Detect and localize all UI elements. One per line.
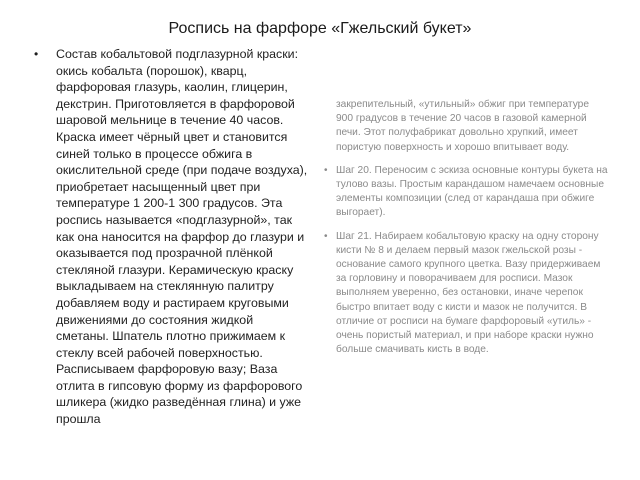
left-column xyxy=(32,46,308,428)
paragraph-text: Состав кобальтовой подглазурной краски: окись кобальта (порошок), кварц, фарфоровая глазурь, каолин, глицерин, декстрин. Приготовляется в фарфоровой шаровой мельнице в течение 40 часов. Краска имеет чёрный цвет и становится синей только в процессе обжига в окислительной среде (при подаче воздуха), приобретает насыщенный цвет при температуре 1 200-1 300 градусов. Эта роспись называется «подглазурной», так как она наносится на фарфор до глазури и оказывается под прозрачной плёнкой стекляной глазури. Керамическую краску выкладываем на стеклянную палитру добавляем воду и растираем круговыми движениями до состояния жидкой сметаны. Шпатель плотно прижимаем к стеклу всей рабочей поверхностью. Расписываем фарфоровую вазу; Ваза отлита в гипсовую форму из фарфорового шликера (жидко разведённая глина) и уже прошла xyxy=(56,47,308,427)
bullet-icon: • xyxy=(324,164,328,176)
list-item xyxy=(324,98,608,155)
bullet-icon: • xyxy=(34,47,39,61)
bullet-icon: • xyxy=(324,230,328,242)
slide-title: Роспись на фарфоре «Гжельский букет» xyxy=(168,20,472,37)
paragraph-text: Шаг 21. Набираем кобальтовую краску на одну сторону кисти № 8 и делаем первый мазок гжельской розы - основание самого крупного цветка. Вазу придерживаем за горловину и поворачиваем для росписи. Мазок выполняем уверенно, без остановки, иначе черепок быстро впитает воду с кисти и мазок не получится. В отличие от росписи на бумаге фарфоровый «утиль» - очень пористый материал, и при наборе краски нужно больше смачивать кисть в воде. xyxy=(336,230,601,356)
paragraph-text: закрепительный, «утильный» обжиг при температуре 900 градусов в течение 20 часов в газовой камерной печи. Этот полуфабрикат довольно хрупкий, имеет пористую поверхность и хорошо впитывает воду. xyxy=(336,99,590,153)
paragraph-text: Шаг 20. Переносим с эскиза основные контуры букета на тулово вазы. Простым карандашом намечаем основные элементы композиции (след от карандаша при обжиге выгорает). xyxy=(336,164,608,219)
list-item xyxy=(32,46,308,428)
right-column xyxy=(324,98,608,366)
list-item xyxy=(324,164,608,221)
list-item xyxy=(324,230,608,358)
